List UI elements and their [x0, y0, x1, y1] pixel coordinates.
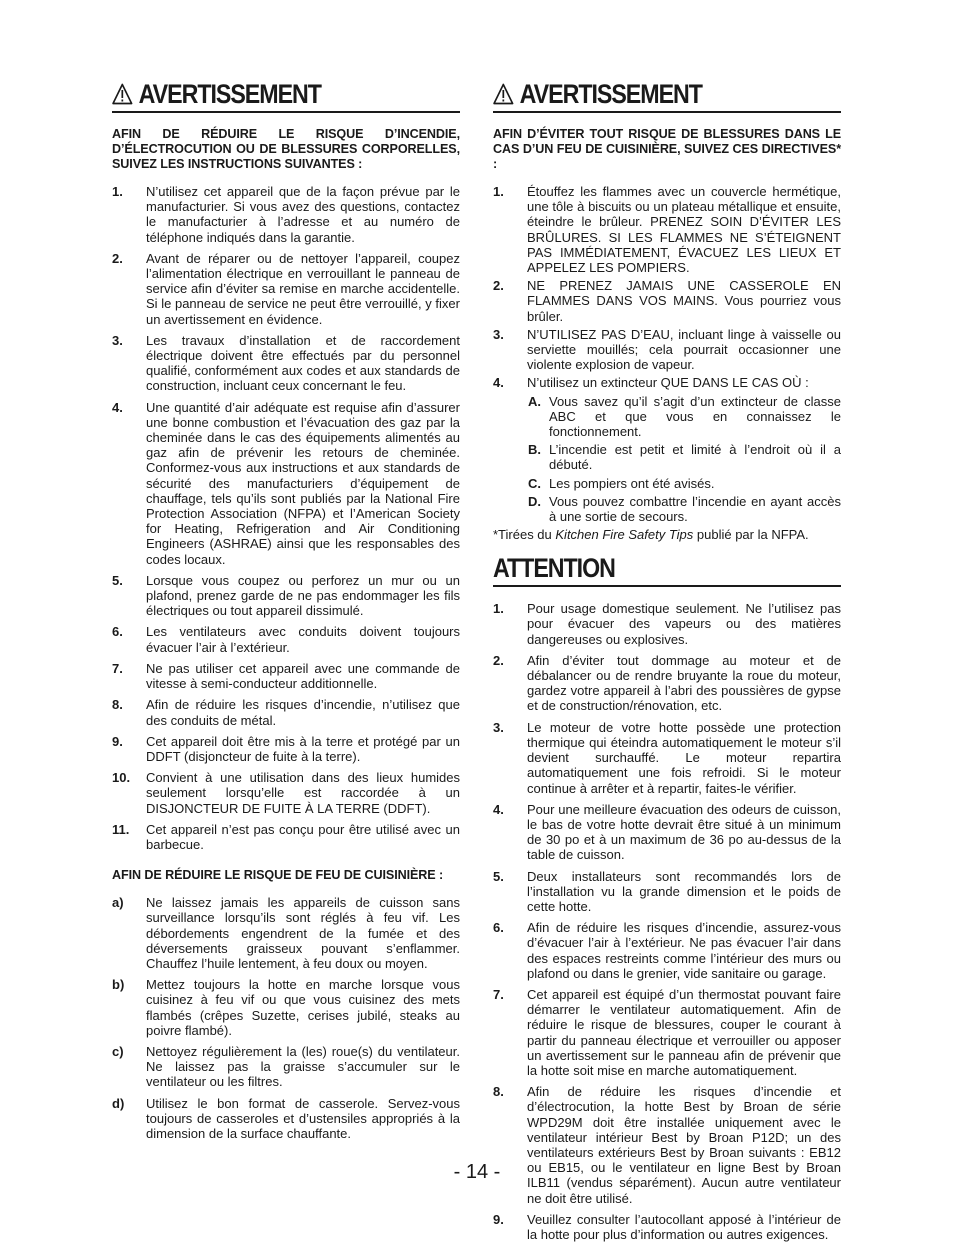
attention-heading-text: ATTENTION — [493, 553, 615, 584]
list-item-text: Convient à une utilisation dans des lieux humides seulement lorsqu’elle est raccordée à un DISJONCTEUR DE FUITE À LA TERRE (DDFT). — [146, 770, 460, 816]
list-item-text: Cet appareil doit être mis à la terre et protégé par un DDFT (disjoncteur de fuite à la terre). — [146, 733, 460, 764]
list-item-number: b) — [112, 977, 125, 993]
left-column — [112, 78, 460, 1147]
attention-heading — [493, 552, 792, 584]
list-item-text: Étouffez les flammes avec un couvercle hermétique, une tôle à biscuits ou un plateau métallique et ensuite, éteindre le brûleur. PRENEZ SOIN D’ÉVITER LES BRÛLURES. SI LES FLAMMES NE S’ÉTEIGNENT PAS IMMÉDIATEMENT, ÉVACUEZ LES LIEUX ET APPELEZ LES POMPIERS. — [527, 184, 841, 276]
list-item-number: 8. — [112, 697, 123, 713]
list-item — [112, 573, 460, 619]
list-item — [493, 987, 841, 1078]
warning-heading-text: AVERTISSEMENT — [138, 79, 321, 109]
list-item — [528, 494, 841, 524]
right-intro: AFIN D’ÉVITER TOUT RISQUE DE BLESSURES DANS LE CAS D’UN FEU DE CUISINIÈRE, SUIVEZ CES DIRECTIVES* : — [493, 127, 841, 171]
list-item-number: 3. — [493, 719, 504, 735]
list-item-number: 6. — [112, 624, 123, 640]
list-item-text: Afin de réduire les risques d’incendie et d’électrocution, la hotte Best by Broan de série WPD29M doit être installée uniquement avec le ventilateur intérieur Best by Broan P12D; un des ventilateurs extérieurs Best by Broan suivants : EB12 ou EB15, ou le ventilateur en ligne Best by Broan ILB11 (vendus séparément). Aucun autre ventilateur ne doit être utilisé. — [527, 1084, 841, 1206]
list-item — [493, 184, 841, 275]
list-item-number: 4. — [112, 399, 123, 415]
list-item — [112, 333, 460, 394]
right-fire-list — [493, 184, 841, 391]
list-item-number: 2. — [493, 278, 504, 294]
list-item-text: Pour une meilleure évacuation des odeurs de cuisson, le bas de votre hotte devrait être situé à un minimum de 30 po et à un maximum de 36 po au-dessus de la table de cuisson. — [527, 801, 841, 863]
list-item-number: 8. — [493, 1084, 504, 1100]
list-item — [493, 1212, 841, 1242]
page-number: - 14 - — [453, 1161, 501, 1183]
list-item-number: 9. — [493, 1211, 504, 1227]
list-item-number: 3. — [112, 332, 123, 348]
list-item-text: Ne laissez jamais les appareils de cuisson sans surveillance lorsqu’ils sont réglés à feu vif. Les débordements engendrent de la fumée et des déversements graisseux pouvant s’enflammer. Chauffez l’huile lentement, à feu doux ou moyen. — [146, 895, 460, 971]
warning-heading-right — [493, 78, 792, 110]
list-item — [493, 601, 841, 647]
warning-heading-left — [112, 78, 411, 110]
list-item-number: 2. — [112, 250, 123, 266]
list-item-text: Pour usage domestique seulement. Ne l’utilisez pas pour évacuer des vapeurs ou des matières dangereuses ou explosives. — [527, 601, 841, 647]
left-warning-list — [112, 184, 460, 852]
list-item-text: N’utilisez un extincteur QUE DANS LE CAS OÙ : — [527, 375, 809, 391]
list-item-text: Avant de réparer ou de nettoyer l’appareil, coupez l’alimentation électrique en verrouillant le panneau de service afin d’éviter sa remise en marche accidentelle. Si le panneau de service ne peut être verrouillé, y fixer un avertissement en évidence. — [146, 250, 460, 327]
warning-triangle-icon — [493, 83, 514, 105]
list-item-text: Afin de réduire les risques d’incendie, n’utilisez que des conduits de métal. — [146, 697, 460, 728]
list-item — [112, 1096, 460, 1142]
list-item-text: L’incendie est petit et limité à l’endroit où il a débuté. — [549, 442, 841, 473]
list-item — [528, 394, 841, 440]
list-item — [112, 400, 460, 567]
list-item — [112, 661, 460, 691]
warning-heading-text: AVERTISSEMENT — [519, 79, 702, 109]
list-item-text: N’UTILISEZ PAS D’EAU, incluant linge à vaisselle ou serviette mouillés; cela pourrait occasionner une violente explosion de vapeur. — [527, 326, 841, 373]
list-item-number: 7. — [493, 986, 504, 1002]
warning-triangle-icon — [112, 83, 133, 105]
footnote-prefix: *Tirées du — [493, 527, 556, 543]
list-item-text: Mettez toujours la hotte en marche lorsque vous cuisinez à feu vif ou que vous cuisinez des mets flambés (crêpes Suzette, cerises jubilé, steaks au poivre flambé). — [146, 977, 460, 1038]
list-item — [528, 476, 841, 491]
list-item — [493, 278, 841, 324]
list-item — [112, 251, 460, 327]
list-item — [493, 375, 841, 390]
list-item — [112, 734, 460, 764]
list-item-text: Vous savez qu’il s’agit d’un extincteur de classe ABC et que vous en connaissez le fonctionnement. — [549, 393, 841, 440]
list-item-text: Nettoyez régulièrement la (les) roue(s) du ventilateur. Ne laissez pas la graisse s’accumuler sur le ventilateur ou les filtres. — [146, 1043, 460, 1090]
left-intro-2: AFIN DE RÉDUIRE LE RISQUE DE FEU DE CUISINIÈRE : — [112, 868, 444, 883]
heading-rule — [112, 111, 460, 113]
list-item-number: C. — [528, 475, 541, 491]
list-item — [493, 327, 841, 373]
list-item-number: 1. — [493, 601, 504, 617]
list-item-text: Deux installateurs sont recommandés lors de l’installation vu la grande dimension et le poids de cette hotte. — [527, 868, 841, 914]
list-item-number: 6. — [493, 920, 504, 936]
list-item — [528, 442, 841, 472]
list-item-number: 3. — [493, 326, 504, 342]
list-item — [493, 653, 841, 714]
list-item — [112, 822, 460, 852]
list-item-number: a) — [112, 895, 124, 911]
list-item-number: B. — [528, 442, 541, 458]
list-item-text: N’utilisez cet appareil que de la façon prévue par le manufacturier. Si vous avez des questions, contactez le manufacturier à l’adresse et au numéro de téléphone indiqués dans la garantie. — [146, 184, 460, 245]
list-item-number: 1. — [493, 184, 504, 199]
list-item — [112, 697, 460, 727]
list-item-number: 5. — [493, 868, 504, 884]
list-item-number: 9. — [112, 733, 123, 749]
list-item-text: Le moteur de votre hotte possède une protection thermique qui éteindra automatiquement le moteur s’il devient surchauffé. Le moteur repartira automatiquement une fois refroidi. Si le moteur continue à arrêter et à repartir, faites-le vérifier. — [527, 719, 841, 796]
list-item — [493, 869, 841, 915]
list-item-number: 7. — [112, 660, 123, 676]
list-item-number: 10. — [112, 770, 131, 786]
list-item-text: Cet appareil est équipé d’un thermostat pouvant faire démarrer le ventilateur automatiquement. Afin de réduire le risque de blessures, couper le courant à partir du panneau électrique et verrouiller ou apposer un avertissement sur le panneau afin de prévenir que la hotte soit mise en marche automatiquement. — [527, 986, 841, 1078]
list-item-text: Les pompiers ont été avisés. — [549, 475, 715, 491]
list-item-text: Cet appareil n’est pas conçu pour être utilisé avec un barbecue. — [146, 821, 460, 852]
attention-list — [493, 601, 841, 1242]
left-fire-list — [112, 895, 460, 1141]
list-item-text: Une quantité d’air adéquate est requise afin d’assurer une bonne combustion et l’évacuation des gaz par la cheminée dans le cas des équipements alimentés au gaz afin de prévenir les retours de cheminée. Conformez-vous aux instructions et aux standards de sécurité des manufacturiers d’équipement de chauffage, tels qu’ils sont publiés par la National Fire Protection Association (NFPA) et l’American Society for Heating, Refrigeration and Air Conditioning Engineers (ASHRAE) ainsi que les responsables des codes locaux. — [146, 399, 460, 567]
list-item — [112, 184, 460, 245]
list-item-number: 5. — [112, 572, 123, 588]
footnote — [493, 527, 841, 542]
list-item-number: 4. — [493, 375, 504, 391]
list-item — [493, 1084, 841, 1206]
list-item-text: Veuillez consulter l’autocollant apposé à l’intérieur de la hotte pour plus d’information ou autres exigences. — [527, 1211, 841, 1242]
list-item — [112, 770, 460, 816]
heading-rule — [493, 111, 841, 113]
footnote-suffix: publié par la NFPA. — [693, 527, 809, 543]
list-item-text: NE PRENEZ JAMAIS UNE CASSEROLE EN FLAMMES DANS VOS MAINS. Vous pourriez vous brûler. — [527, 278, 841, 324]
list-item — [493, 720, 841, 796]
list-item-text: Les ventilateurs avec conduits doivent toujours évacuer l’air à l’extérieur. — [146, 624, 460, 655]
list-item — [112, 977, 460, 1038]
list-item-text: Lorsque vous coupez ou perforez un mur ou un plafond, prenez garde de ne pas endommager les fils électriques ou tout appareil dissimulé. — [146, 572, 460, 619]
list-item-text: Afin de réduire les risques d’incendie, assurez-vous d’évacuer l’air à l’extérieur. Ne pas évacuer l’air dans des espaces restreints comme l’intérieur des murs ou plafond ou dans le grenier, vide sanitaire ou garage. — [527, 920, 841, 981]
list-item-number: 4. — [493, 801, 504, 817]
list-item-number: D. — [528, 493, 541, 509]
left-intro: AFIN DE RÉDUIRE LE RISQUE D’INCENDIE, D’ÉLECTROCUTION OU DE BLESSURES CORPORELLES, SUIVEZ LES INSTRUCTIONS SUIVANTES : — [112, 127, 460, 171]
list-item-number: 2. — [493, 652, 504, 668]
extinguisher-conditions-list — [493, 394, 841, 525]
list-item-text: Afin d’éviter tout dommage au moteur et de débalancer ou de rendre bruyante la roue du moteur, gardez votre appareil à l’abri des poussières de gypse et de construction/rénovation, etc. — [527, 652, 841, 714]
list-item-number: d) — [112, 1095, 125, 1111]
right-column — [493, 78, 841, 1248]
footnote-source: Kitchen Fire Safety Tips — [555, 527, 694, 543]
list-item-text: Les travaux d’installation et de raccordement électrique doivent être effectués par du personnel qualifié, conformément aux codes et aux standards de construction, incluant ceux concernant le feu. — [146, 332, 460, 394]
list-item-number: A. — [528, 393, 541, 409]
list-item-number: 11. — [112, 821, 130, 837]
list-item — [493, 920, 841, 981]
list-item — [112, 1044, 460, 1090]
list-item-text: Vous pouvez combattre l’incendie en ayant accès à une sortie de secours. — [549, 493, 841, 525]
list-item — [112, 624, 460, 654]
list-item — [112, 895, 460, 971]
list-item-text: Ne pas utiliser cet appareil avec une commande de vitesse à semi-conducteur additionnelle. — [146, 660, 460, 692]
list-item-number: 1. — [112, 184, 123, 199]
list-item-text: Utilisez le bon format de casserole. Servez-vous toujours de casseroles et d’ustensiles appropriés à la dimension de la surface chauffante. — [146, 1095, 460, 1141]
list-item — [493, 802, 841, 863]
heading-rule — [493, 585, 841, 587]
list-item-number: c) — [112, 1043, 124, 1059]
